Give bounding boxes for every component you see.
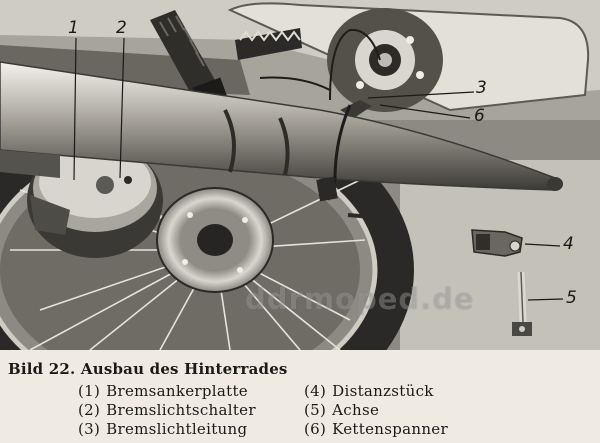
legend-item-1: (1) Bremsankerplatte — [78, 382, 248, 400]
legend-item-3: (3) Bremslichtleitung — [78, 420, 248, 438]
brake-drum-right — [327, 8, 443, 112]
callout-3: 3 — [476, 78, 487, 98]
legend-item-6: (6) Kettenspanner — [304, 420, 448, 438]
callout-2: 2 — [116, 18, 127, 38]
wheel-hub — [157, 188, 273, 292]
legend-item-5: (5) Achse — [304, 401, 380, 419]
parts-legend — [78, 382, 578, 439]
callout-6: 6 — [474, 106, 485, 126]
legend-item-2: (2) Bremslichtschalter — [78, 401, 256, 419]
legend-item-4: (4) Distanzstück — [304, 382, 434, 400]
callout-1: 1 — [68, 18, 79, 38]
figure-caption — [0, 350, 600, 443]
callout-4: 4 — [563, 234, 574, 254]
callout-5: 5 — [566, 288, 577, 308]
watermark-text: ddrmoped.de — [245, 282, 475, 316]
caption-title: Bild 22. Ausbau des Hinterrades — [8, 360, 288, 378]
